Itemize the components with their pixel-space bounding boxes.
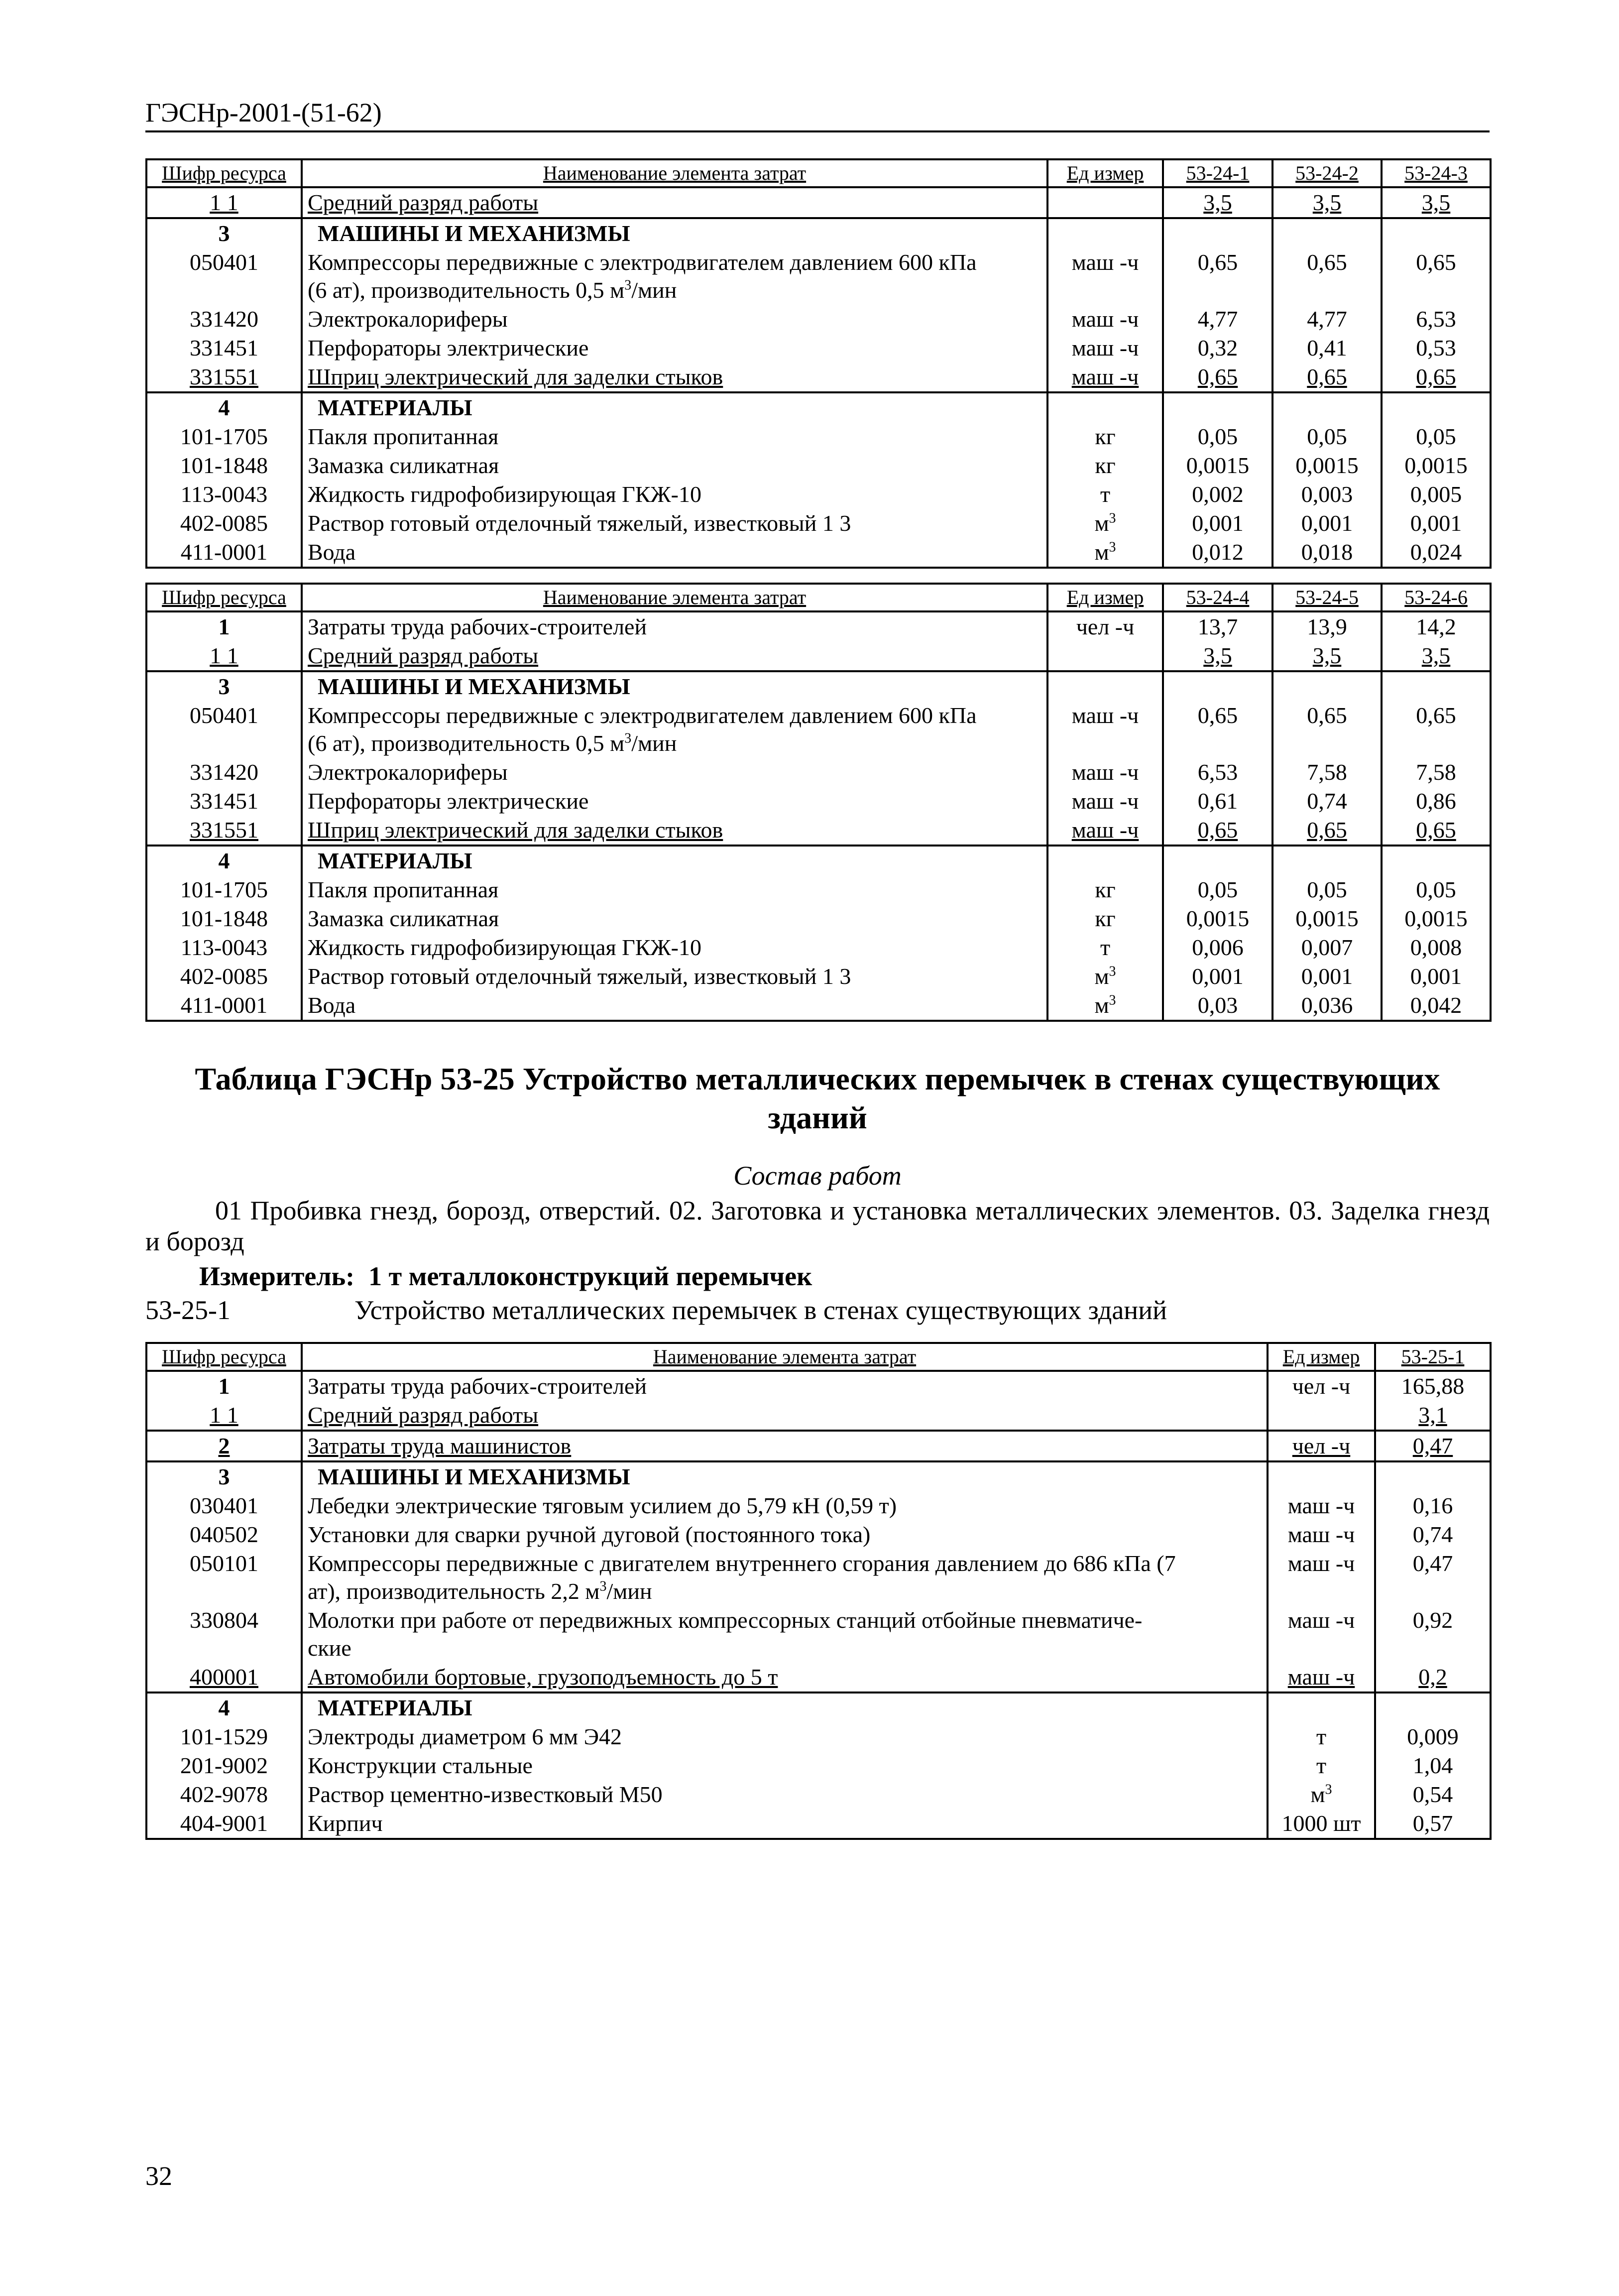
- resource-unit: [1047, 187, 1163, 218]
- table-row: [146, 1606, 1491, 1663]
- resource-code: 1 1: [146, 187, 302, 218]
- resource-code: 400001: [146, 1663, 302, 1692]
- norm-value: 7,58: [1382, 758, 1491, 787]
- resource-name: Средний разряд работы: [302, 641, 1047, 671]
- norm-value: 0,024: [1382, 538, 1491, 568]
- norm-value: 3,1: [1375, 1401, 1491, 1431]
- norm-value: 3,5: [1272, 641, 1382, 671]
- norm-value: 0,0015: [1382, 451, 1491, 480]
- section-code: 4: [146, 1692, 302, 1722]
- resource-unit: [1047, 641, 1163, 671]
- resource-code: 331551: [146, 816, 302, 846]
- table-row: [146, 538, 1491, 568]
- table-row: [146, 248, 1491, 305]
- resource-name: Раствор готовый отделочный тяжелый, известковый 1 3: [302, 962, 1047, 991]
- resource-unit: маш -ч: [1268, 1520, 1375, 1549]
- norm-value: 0,0015: [1163, 451, 1272, 480]
- resource-name: Пакля пропитанная: [302, 875, 1047, 904]
- resource-name: Кирпич: [302, 1809, 1268, 1839]
- resource-unit: маш -ч: [1047, 787, 1163, 816]
- resource-unit: маш -ч: [1268, 1491, 1375, 1520]
- table-row: [146, 787, 1491, 816]
- section-code: 4: [146, 846, 302, 875]
- resource-unit: маш -ч: [1047, 363, 1163, 392]
- norm-value: 0,16: [1375, 1491, 1491, 1520]
- work-composition-text: 01 Пробивка гнезд, борозд, отверстий. 02. Заготовка и установка металлических элементов. 03. Заделка гнезд и борозд: [145, 1196, 1490, 1256]
- resource-name: Конструкции стальные: [302, 1751, 1268, 1780]
- resource-name: [302, 1549, 1268, 1606]
- table-title: [145, 1060, 1490, 1137]
- norm-value: 0,47: [1375, 1549, 1491, 1606]
- norm-value: 0,001: [1272, 962, 1382, 991]
- resource-unit: маш -ч: [1047, 816, 1163, 846]
- norm-value: 0,65: [1163, 816, 1272, 846]
- resource-name: Замазка силикатная: [302, 904, 1047, 933]
- resource-name: Электрокалориферы: [302, 758, 1047, 787]
- resource-code: 101-1705: [146, 875, 302, 904]
- norm-value: 0,32: [1163, 334, 1272, 363]
- norm-value: 0,65: [1382, 701, 1491, 758]
- norm-value: 13,7: [1163, 611, 1272, 641]
- table-row: [146, 875, 1491, 904]
- resource-name-line1: Молотки при работе от передвижных компрессорных станций отбойные пневматиче-: [308, 1607, 1143, 1633]
- resource-code: 402-9078: [146, 1780, 302, 1809]
- norm-value: 4,77: [1163, 305, 1272, 334]
- resource-unit: маш -ч: [1047, 248, 1163, 305]
- norm-value: 0,65: [1163, 363, 1272, 392]
- table-row: [146, 1780, 1491, 1809]
- norm-value: 0,001: [1163, 509, 1272, 538]
- resource-unit: т: [1268, 1722, 1375, 1751]
- resource-code: 331420: [146, 305, 302, 334]
- norm-value: 0,042: [1382, 991, 1491, 1021]
- resource-table-53-25-1: [145, 1342, 1492, 1840]
- table-row: [146, 904, 1491, 933]
- table-row: [146, 962, 1491, 991]
- resource-unit: чел -ч: [1268, 1431, 1375, 1461]
- norm-value: 0,03: [1163, 991, 1272, 1021]
- resource-unit: кг: [1047, 422, 1163, 451]
- section-code: 3: [146, 1461, 302, 1491]
- table-row: [146, 1431, 1491, 1461]
- section-title: МАТЕРИАЛЫ: [302, 392, 1047, 422]
- table-row: [146, 758, 1491, 787]
- resource-code: 030401: [146, 1491, 302, 1520]
- norm-value: 3,5: [1163, 641, 1272, 671]
- column-header-norm: 53-24-3: [1382, 159, 1491, 187]
- column-header-name: Наименование элемента затрат: [302, 159, 1047, 187]
- norm-value: 0,65: [1382, 816, 1491, 846]
- section-code: 3: [146, 671, 302, 701]
- table-row: [146, 1491, 1491, 1520]
- norm-value: 0,65: [1272, 363, 1382, 392]
- resource-code: 411-0001: [146, 538, 302, 568]
- resource-code: 101-1848: [146, 451, 302, 480]
- resource-code: 101-1529: [146, 1722, 302, 1751]
- resource-name: Пакля пропитанная: [302, 422, 1047, 451]
- resource-unit: [1268, 1401, 1375, 1431]
- resource-name: Электроды диаметром 6 мм Э42: [302, 1722, 1268, 1751]
- resource-name: Замазка силикатная: [302, 451, 1047, 480]
- section-title: МАШИНЫ И МЕХАНИЗМЫ: [302, 671, 1047, 701]
- norm-value: 0,0015: [1272, 904, 1382, 933]
- table-row: [146, 1549, 1491, 1606]
- section-row: [146, 218, 1491, 248]
- table-row: [146, 1520, 1491, 1549]
- resource-unit: чел -ч: [1268, 1371, 1375, 1401]
- norm-value: 0,2: [1375, 1663, 1491, 1692]
- norm-value: 0,74: [1375, 1520, 1491, 1549]
- norm-line: [145, 1295, 1167, 1326]
- column-header-name: Наименование элемента затрат: [302, 584, 1047, 611]
- table-row: [146, 509, 1491, 538]
- resource-name: Лебедки электрические тяговым усилием до 5,79 кН (0,59 т): [302, 1491, 1268, 1520]
- column-header-code: Шифр ресурса: [146, 159, 302, 187]
- resource-name-line2: ат), производительность 2,2 $м^3$/мин: [308, 1578, 652, 1604]
- norm-value: 0,65: [1163, 701, 1272, 758]
- resource-name: Раствор готовый отделочный тяжелый, известковый 1 3: [302, 509, 1047, 538]
- resource-unit: маш -ч: [1047, 701, 1163, 758]
- resource-code: 050401: [146, 701, 302, 758]
- norm-value: 0,001: [1272, 509, 1382, 538]
- resource-unit: кг: [1047, 904, 1163, 933]
- table-row: [146, 187, 1491, 218]
- table-row: [146, 1371, 1491, 1401]
- norm-value: 0,036: [1272, 991, 1382, 1021]
- norm-value: 0,65: [1272, 816, 1382, 846]
- resource-name: [302, 701, 1047, 758]
- norm-value: 3,5: [1163, 187, 1272, 218]
- resource-unit: чел -ч: [1047, 611, 1163, 641]
- norm-value: 0,65: [1272, 701, 1382, 758]
- section-title: МАТЕРИАЛЫ: [302, 846, 1047, 875]
- norm-value: 13,9: [1272, 611, 1382, 641]
- resource-code: 113-0043: [146, 933, 302, 962]
- norm-value: 0,005: [1382, 480, 1491, 509]
- norm-value: 0,92: [1375, 1606, 1491, 1663]
- resource-name: Вода: [302, 538, 1047, 568]
- norm-value: 0,65: [1382, 363, 1491, 392]
- table-row: [146, 1722, 1491, 1751]
- table-title-line2: зданий: [768, 1100, 867, 1135]
- norm-value: 0,05: [1163, 875, 1272, 904]
- resource-code: 1: [146, 1371, 302, 1401]
- table-row: [146, 451, 1491, 480]
- section-row: [146, 1692, 1491, 1722]
- norm-value: 3,5: [1382, 187, 1491, 218]
- column-header-code: Шифр ресурса: [146, 584, 302, 611]
- norm-value: 0,86: [1382, 787, 1491, 816]
- norm-value: 0,05: [1382, 422, 1491, 451]
- resource-name: Автомобили бортовые, грузоподъемность до 5 т: [302, 1663, 1268, 1692]
- norm-value: 0,0015: [1382, 904, 1491, 933]
- norm-value: 1,04: [1375, 1751, 1491, 1780]
- resource-code: 113-0043: [146, 480, 302, 509]
- resource-unit: $м^3$: [1047, 991, 1163, 1021]
- norm-value: 0,001: [1382, 962, 1491, 991]
- resource-code: 1: [146, 611, 302, 641]
- work-composition-title: Состав работ: [733, 1161, 902, 1191]
- norm-value: 0,65: [1382, 248, 1491, 305]
- resource-code: 402-0085: [146, 509, 302, 538]
- table-row: [146, 1751, 1491, 1780]
- resource-code: 1 1: [146, 1401, 302, 1431]
- norm-value: 0,0015: [1163, 904, 1272, 933]
- norm-value: 0,012: [1163, 538, 1272, 568]
- resource-code: 330804: [146, 1606, 302, 1663]
- section-title: МАШИНЫ И МЕХАНИЗМЫ: [302, 1461, 1268, 1491]
- resource-code: 331551: [146, 363, 302, 392]
- table-row: [146, 1401, 1491, 1431]
- resource-name: Перфораторы электрические: [302, 787, 1047, 816]
- norm-value: 6,53: [1163, 758, 1272, 787]
- section-title: МАТЕРИАЛЫ: [302, 1692, 1268, 1722]
- section-row: [146, 846, 1491, 875]
- table-row: [146, 480, 1491, 509]
- resource-name-line2: (6 ат), производительность 0,5 $м^3$/мин: [308, 277, 677, 303]
- document-code: ГЭСНр-2001-(51-62): [145, 98, 382, 127]
- column-header-norm: 53-24-4: [1163, 584, 1272, 611]
- norm-value: 0,54: [1375, 1780, 1491, 1809]
- resource-unit: т: [1268, 1751, 1375, 1780]
- column-header-code: Шифр ресурса: [146, 1343, 302, 1371]
- resource-unit: кг: [1047, 451, 1163, 480]
- section-title: МАШИНЫ И МЕХАНИЗМЫ: [302, 218, 1047, 248]
- table-row: [146, 991, 1491, 1021]
- resource-name: Затраты труда машинистов: [302, 1431, 1268, 1461]
- column-header-norm: 53-24-6: [1382, 584, 1491, 611]
- resource-code: 050101: [146, 1549, 302, 1606]
- norm-value: 0,41: [1272, 334, 1382, 363]
- resource-unit: т: [1047, 933, 1163, 962]
- norm-value: 0,05: [1382, 875, 1491, 904]
- section-row: [146, 1461, 1491, 1491]
- table-title-line1: Таблица ГЭСНр 53-25 Устройство металлических перемычек в стенах существующих: [195, 1061, 1440, 1096]
- norm-value: 165,88: [1375, 1371, 1491, 1401]
- resource-name: Жидкость гидрофобизирующая ГКЖ-10: [302, 480, 1047, 509]
- table-row: [146, 701, 1491, 758]
- resource-code: 404-9001: [146, 1809, 302, 1839]
- norm-value: 0,05: [1163, 422, 1272, 451]
- measure-value: 1 т металлоконструкций перемычек: [368, 1261, 812, 1291]
- resource-name-line2: (6 ат), производительность 0,5 $м^3$/мин: [308, 730, 677, 756]
- section-code: 4: [146, 392, 302, 422]
- norm-value: 0,0015: [1272, 451, 1382, 480]
- norm-value: 0,006: [1163, 933, 1272, 962]
- norm-value: 0,65: [1272, 248, 1382, 305]
- resource-name: Установки для сварки ручной дуговой (постоянного тока): [302, 1520, 1268, 1549]
- resource-name: Затраты труда рабочих-строителей: [302, 1371, 1268, 1401]
- resource-unit: маш -ч: [1047, 334, 1163, 363]
- resource-name-line2: ские: [308, 1635, 351, 1661]
- table-row: [146, 422, 1491, 451]
- table-row: [146, 933, 1491, 962]
- column-header-unit: Ед измер: [1047, 159, 1163, 187]
- resource-name: Шприц электрический для заделки стыков: [302, 363, 1047, 392]
- resource-name: Перфораторы электрические: [302, 334, 1047, 363]
- resource-name: [302, 248, 1047, 305]
- norm-value: 0,61: [1163, 787, 1272, 816]
- resource-code: 101-1848: [146, 904, 302, 933]
- resource-unit: кг: [1047, 875, 1163, 904]
- norm-value: 3,5: [1382, 641, 1491, 671]
- measure-label: Измеритель:: [199, 1261, 355, 1291]
- column-header-name: Наименование элемента затрат: [302, 1343, 1268, 1371]
- resource-unit: $м^3$: [1268, 1780, 1375, 1809]
- resource-code: 2: [146, 1431, 302, 1461]
- resource-code: 402-0085: [146, 962, 302, 991]
- resource-name: Затраты труда рабочих-строителей: [302, 611, 1047, 641]
- column-header-norm: 53-24-2: [1272, 159, 1382, 187]
- resource-name: [302, 1606, 1268, 1663]
- norm-value: 0,65: [1163, 248, 1272, 305]
- resource-table-53-24-1-3: [145, 158, 1492, 569]
- norm-value: 0,002: [1163, 480, 1272, 509]
- resource-name: Электрокалориферы: [302, 305, 1047, 334]
- table-row: [146, 363, 1491, 392]
- norm-value: 0,001: [1382, 509, 1491, 538]
- norm-value: 3,5: [1272, 187, 1382, 218]
- page-number: 32: [145, 2161, 172, 2191]
- header-rule: [145, 130, 1490, 132]
- section-code: 3: [146, 218, 302, 248]
- resource-unit: т: [1047, 480, 1163, 509]
- norm-code: 53-25-1: [145, 1295, 231, 1325]
- resource-name: Жидкость гидрофобизирующая ГКЖ-10: [302, 933, 1047, 962]
- table-row: [146, 1809, 1491, 1839]
- table-row: [146, 611, 1491, 641]
- resource-name-line1: Компрессоры передвижные с электродвигателем давлением 600 кПа: [308, 703, 977, 728]
- resource-unit: $м^3$: [1047, 962, 1163, 991]
- norm-value: 0,74: [1272, 787, 1382, 816]
- norm-value: 0,05: [1272, 422, 1382, 451]
- column-header-norm: 53-25-1: [1375, 1343, 1491, 1371]
- norm-value: 0,001: [1163, 962, 1272, 991]
- resource-unit: маш -ч: [1268, 1549, 1375, 1606]
- measure-line: [199, 1261, 812, 1292]
- resource-unit: 1000 шт: [1268, 1809, 1375, 1839]
- column-header-norm: 53-24-5: [1272, 584, 1382, 611]
- norm-value: 14,2: [1382, 611, 1491, 641]
- resource-code: 1 1: [146, 641, 302, 671]
- resource-unit: маш -ч: [1268, 1663, 1375, 1692]
- resource-code: 050401: [146, 248, 302, 305]
- resource-name: Вода: [302, 991, 1047, 1021]
- resource-name-line1: Компрессоры передвижные с двигателем внутреннего сгорания давлением до 686 кПа (7: [308, 1551, 1176, 1576]
- norm-value: 0,018: [1272, 538, 1382, 568]
- resource-code: 331420: [146, 758, 302, 787]
- resource-name: Средний разряд работы: [302, 187, 1047, 218]
- table-row: [146, 641, 1491, 671]
- table-row: [146, 305, 1491, 334]
- resource-name: Шприц электрический для заделки стыков: [302, 816, 1047, 846]
- table-row: [146, 816, 1491, 846]
- norm-value: 7,58: [1272, 758, 1382, 787]
- section-row: [146, 392, 1491, 422]
- norm-value: 0,47: [1375, 1431, 1491, 1461]
- resource-name: Раствор цементно-известковый М50: [302, 1780, 1268, 1809]
- column-header-norm: 53-24-1: [1163, 159, 1272, 187]
- resource-unit: $м^3$: [1047, 538, 1163, 568]
- norm-value: 0,009: [1375, 1722, 1491, 1751]
- resource-unit: маш -ч: [1047, 758, 1163, 787]
- norm-title: Устройство металлических перемычек в стенах существующих зданий: [354, 1295, 1167, 1325]
- table-row: [146, 1663, 1491, 1692]
- resource-unit: $м^3$: [1047, 509, 1163, 538]
- resource-code: 331451: [146, 334, 302, 363]
- resource-code: 101-1705: [146, 422, 302, 451]
- resource-code: 411-0001: [146, 991, 302, 1021]
- norm-value: 0,53: [1382, 334, 1491, 363]
- table-row: [146, 334, 1491, 363]
- resource-code: 331451: [146, 787, 302, 816]
- norm-value: 6,53: [1382, 305, 1491, 334]
- resource-code: 040502: [146, 1520, 302, 1549]
- resource-name: Средний разряд работы: [302, 1401, 1268, 1431]
- resource-unit: маш -ч: [1268, 1606, 1375, 1663]
- section-row: [146, 671, 1491, 701]
- norm-value: 0,57: [1375, 1809, 1491, 1839]
- resource-table-53-24-4-6: [145, 583, 1492, 1022]
- norm-value: 0,008: [1382, 933, 1491, 962]
- column-header-unit: Ед измер: [1047, 584, 1163, 611]
- norm-value: 4,77: [1272, 305, 1382, 334]
- norm-value: 0,003: [1272, 480, 1382, 509]
- norm-value: 0,05: [1272, 875, 1382, 904]
- norm-value: 0,007: [1272, 933, 1382, 962]
- column-header-unit: Ед измер: [1268, 1343, 1375, 1371]
- resource-code: 201-9002: [146, 1751, 302, 1780]
- resource-unit: маш -ч: [1047, 305, 1163, 334]
- resource-name-line1: Компрессоры передвижные с электродвигателем давлением 600 кПа: [308, 249, 977, 275]
